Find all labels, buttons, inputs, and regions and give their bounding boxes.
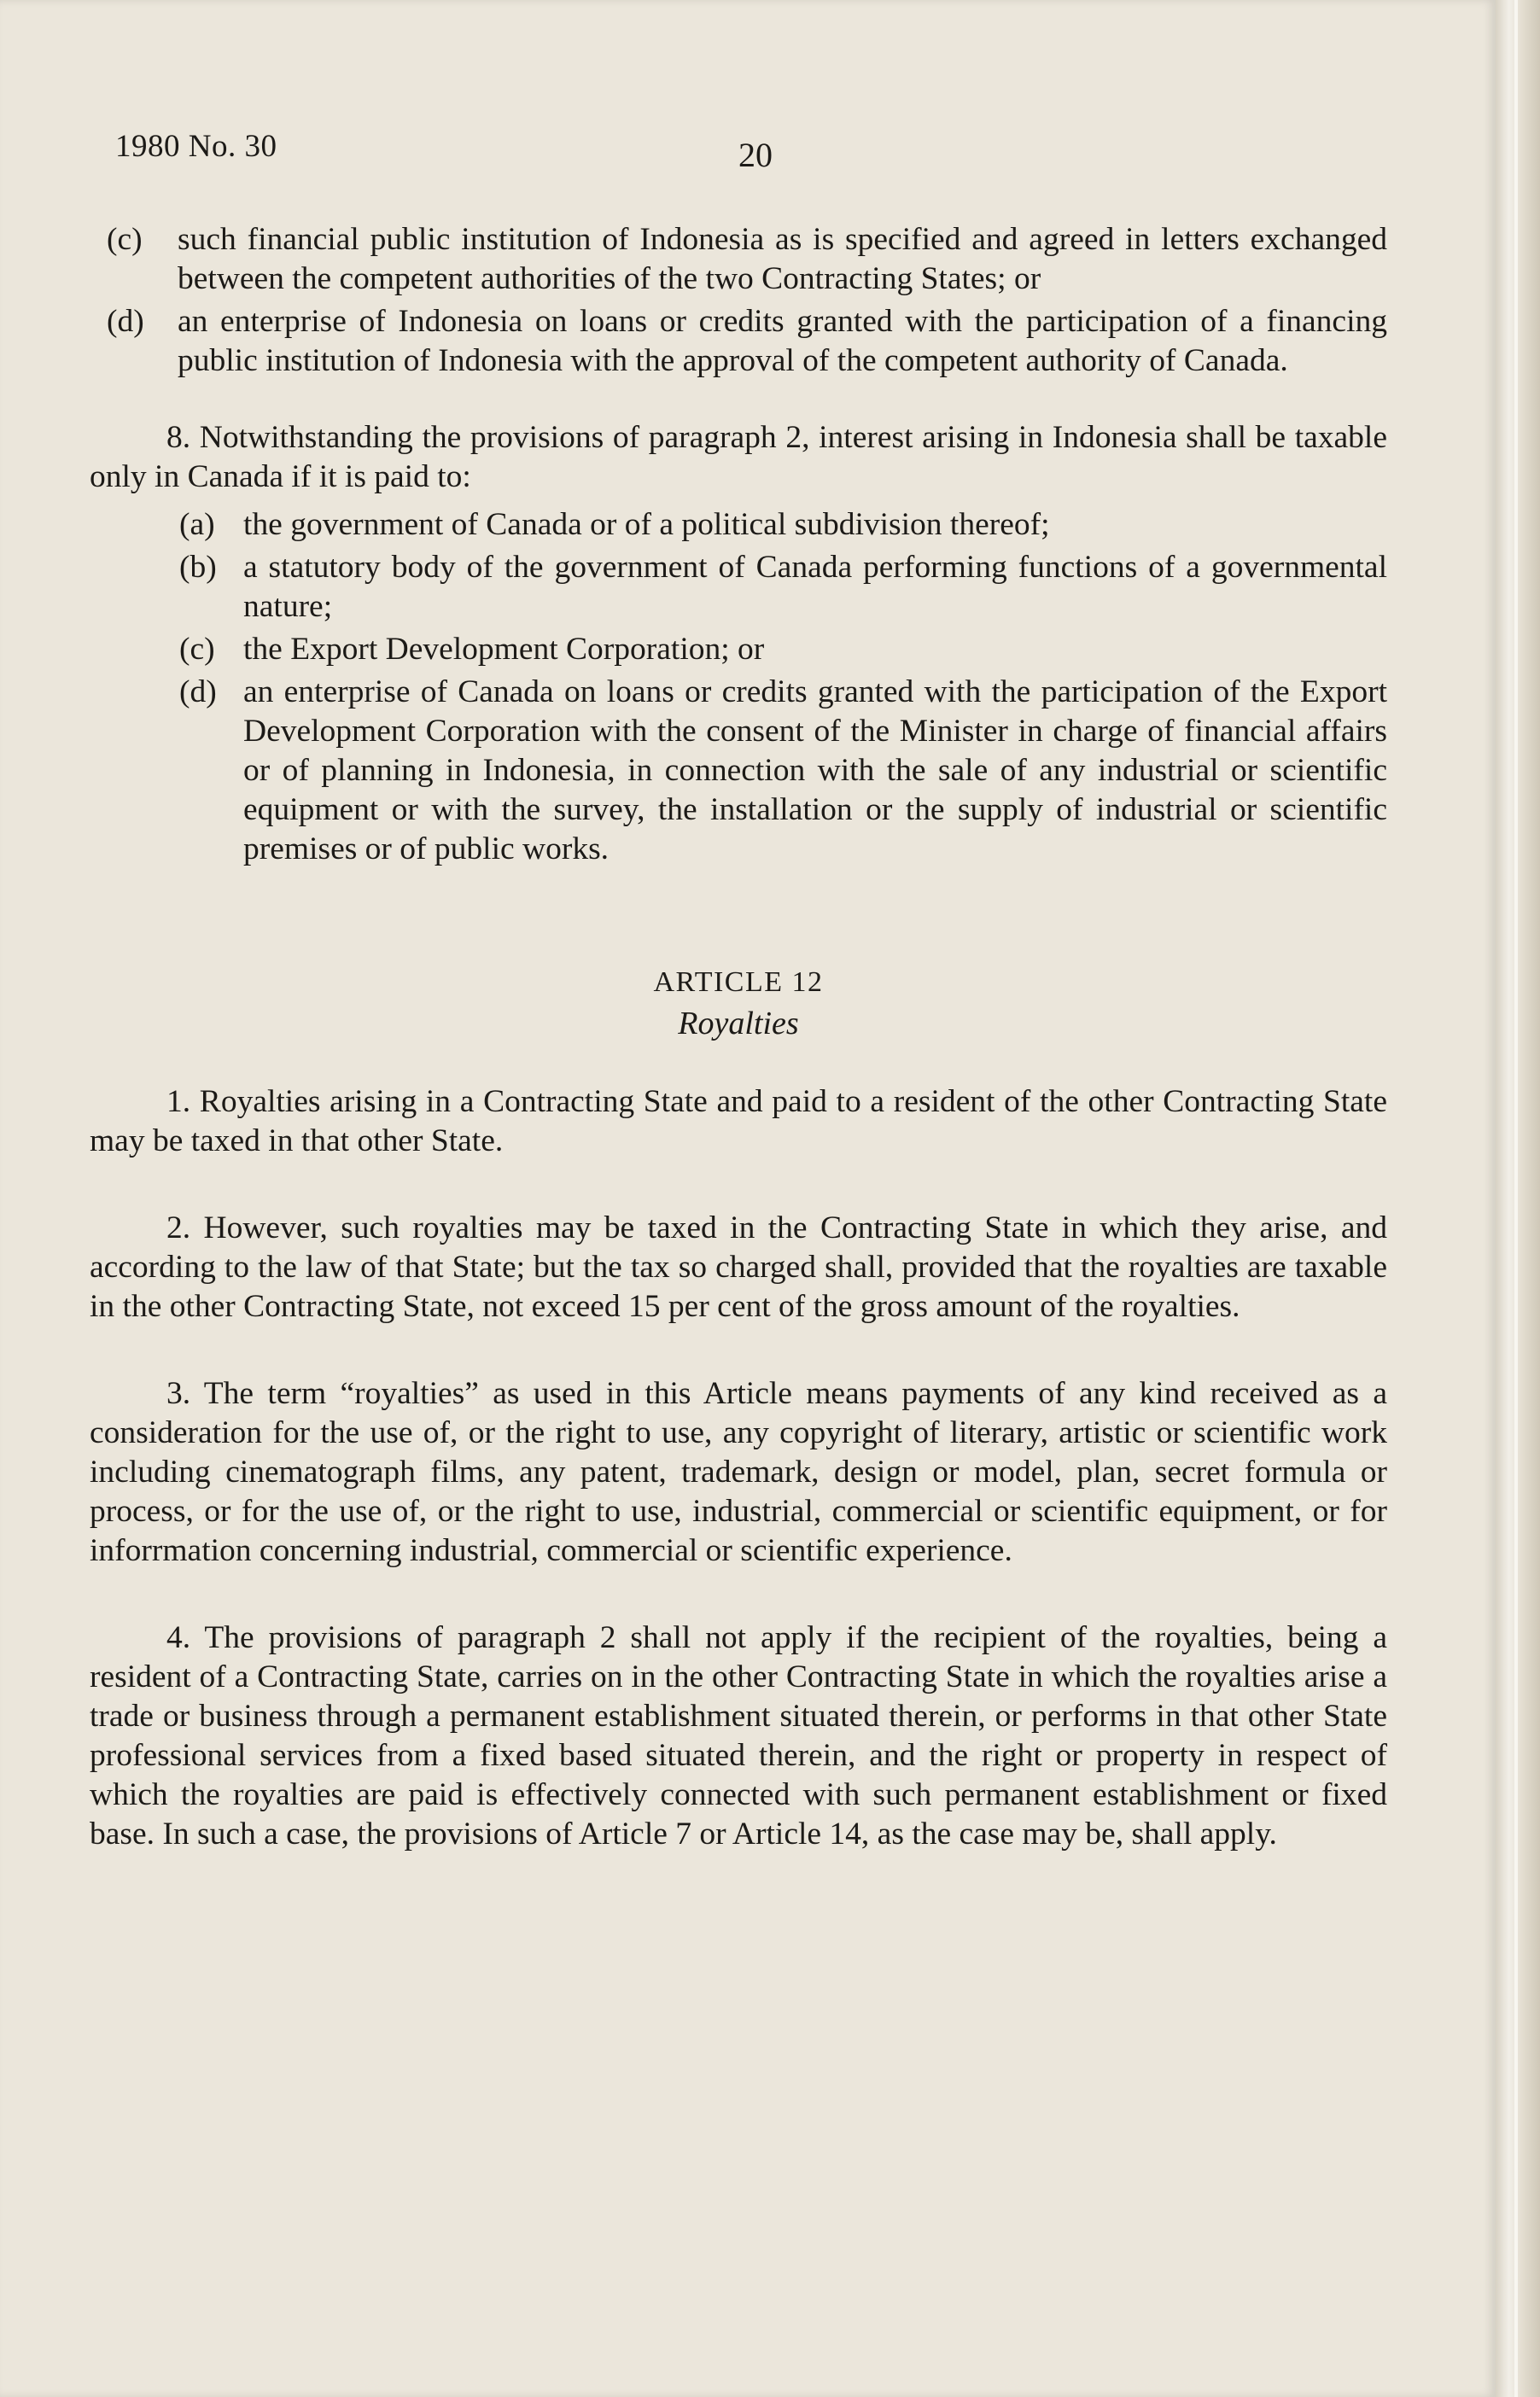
list-item <box>90 505 1387 545</box>
list-item-text: the government of Canada or of a political subdivision thereof; <box>243 507 1050 542</box>
article-paragraph: 3. The term “royalties” as used in this Article means payments of any kind received as a consideration for the use of, or the right to use, any copyright of literary, artistic or scientific work including cinematograph films, any patent, trademark, design or model, plan, secret formula or process, or for the use of, or the right to use, industrial, commercial or scientific equipment, or for inforrmation concerning industrial, commercial or scientific experience. <box>90 1376 1387 1568</box>
list-item-label: (a) <box>179 507 215 542</box>
statute-reference: 1980 No. 30 <box>115 129 277 164</box>
page-edge-highlight <box>1514 0 1518 2397</box>
list-item <box>90 630 1387 669</box>
article-paragraph: 2. However, such royalties may be taxed in the Contracting State in which they arise, and according to the law of that State; but the tax so charged shall, provided that the royalties are taxable in the other Contracting State, not exceed 15 per cent of the gross amount of the royalties. <box>90 1210 1387 1324</box>
article-heading: ARTICLE 12 <box>653 966 824 998</box>
list-item <box>90 302 1387 381</box>
list-item-label: (d) <box>107 304 144 339</box>
article-paragraph: 4. The provisions of paragraph 2 shall not apply if the recipient of the royalties, being a resident of a Contracting State, carries on in the other Contracting State in which the royalties arise a trade or business through a permanent establishment situated therein, or performs in that other State professional services from a fixed based situated therein, and the right or property in respect of which the royalties are paid is effectively connected with such permanent establishment or fixed base. In such a case, the provisions of Article 7 or Article 14, as the case may be, shall apply. <box>90 1620 1387 1852</box>
paragraph-8: 8. Notwithstanding the provisions of paragraph 2, interest arising in Indonesia shall be taxable only in Canada if it is paid to: <box>90 420 1387 494</box>
list-item-text: an enterprise of Canada on loans or credits granted with the participation of the Export Development Corporation with the consent of the Minister in charge of financial affairs or of planning in Indonesia, in connection with the sale of any industrial or scientific equipment or with the survey, the installation or the supply of industrial or scientific premises or of public works. <box>243 674 1387 866</box>
document-body <box>90 220 1387 1863</box>
list-item <box>90 548 1387 627</box>
list-item <box>90 220 1387 299</box>
page-edge <box>1496 0 1540 2397</box>
page-header <box>115 128 1379 179</box>
list-item-text: a statutory body of the government of Canada performing functions of a governmental nature; <box>243 550 1387 624</box>
page-number: 20 <box>738 136 773 174</box>
list-item-text: an enterprise of Indonesia on loans or credits granted with the participation of a financing public institution of Indonesia with the approval of the competent authority of Canada. <box>178 304 1387 378</box>
list-item <box>90 673 1387 869</box>
article-paragraph: 1. Royalties arising in a Contracting State and paid to a resident of the other Contracting State may be taxed in that other State. <box>90 1084 1387 1158</box>
list-item-text: such financial public institution of Indonesia as is specified and agreed in letters exchanged between the competent authorities of the two Contracting States; or <box>178 222 1387 296</box>
list-item-label: (b) <box>179 550 217 585</box>
article-title: Royalties <box>678 1006 799 1041</box>
list-item-text: the Export Development Corporation; or <box>243 632 765 667</box>
list-item-label: (c) <box>107 222 143 257</box>
list-item-label: (d) <box>179 674 217 709</box>
list-item-label: (c) <box>179 632 215 667</box>
